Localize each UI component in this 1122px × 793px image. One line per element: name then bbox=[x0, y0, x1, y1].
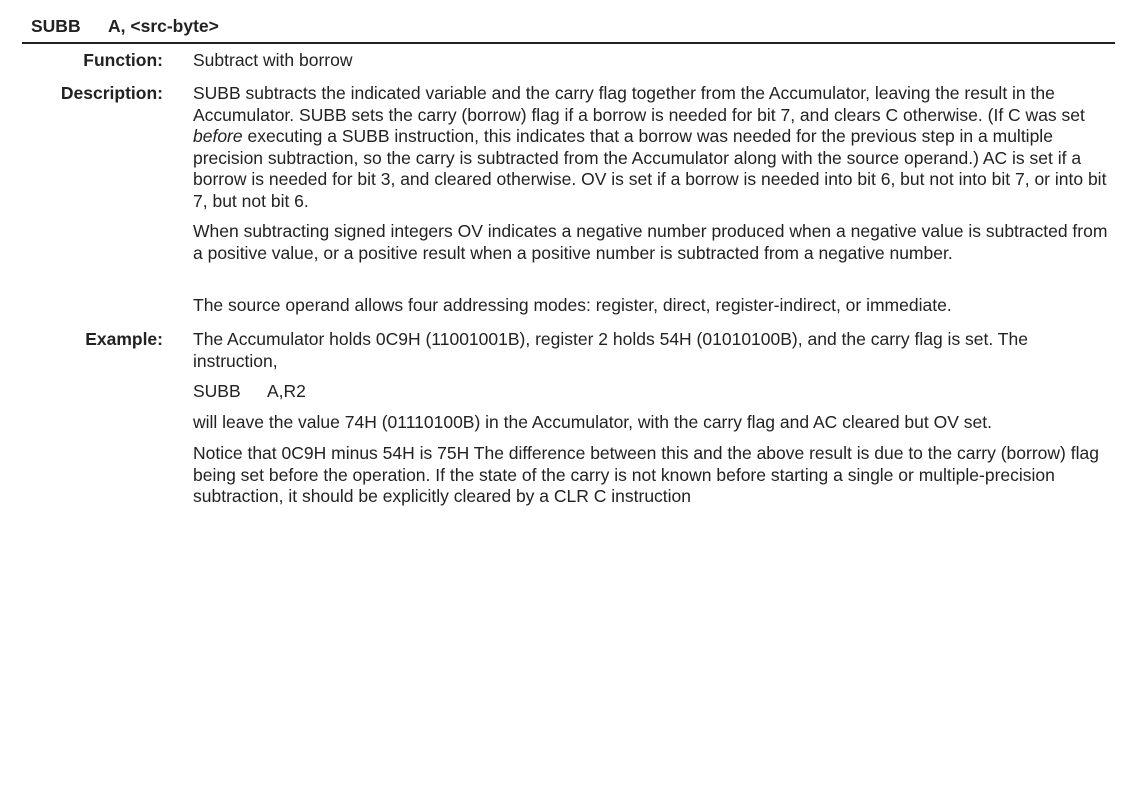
description-p1-emphasis: before bbox=[193, 126, 243, 147]
description-p1-before: SUBB subtracts the indicated variable and the carry flag together from the Accumulator, leaving the result in the Accumulator. SUBB sets the carry (borrow) flag if a borrow is needed for bit 7, and clears C otherwise. (If C was set bbox=[193, 83, 1085, 125]
description-label: Description: bbox=[60, 83, 163, 103]
instruction-operands: A, <src-byte> bbox=[108, 16, 219, 36]
description-p1-after: executing a SUBB instruction, this indicates that a borrow was needed for the previous step in a multiple precision subtraction, so the carry is subtracted from the Accumulator along with the source operand.) AC is set if a borrow is needed for bit 3, and cleared otherwise. OV is set if a borrow is needed into bit 6, but not into bit 7, or into bit 7, but not bit 6. bbox=[193, 126, 1107, 211]
example-label: Example: bbox=[85, 329, 163, 349]
function-label: Function: bbox=[83, 50, 163, 70]
example-code-operands: A,R2 bbox=[267, 381, 306, 401]
instruction-mnemonic: SUBB bbox=[31, 16, 81, 36]
description-paragraph-1 bbox=[193, 83, 1113, 213]
example-paragraph-1: The Accumulator holds 0C9H (11001001B), register 2 holds 54H (01010100B), and the carry flag is set. The instruction, bbox=[193, 329, 1028, 371]
instruction-header bbox=[22, 14, 1115, 44]
example-paragraph-3: Notice that 0C9H minus 54H is 75H The difference between this and the above result is due to the carry (borrow) flag being set before the operation. If the state of the carry is not known before starting a single or multiple-precision subtraction, it should be explicitly cleared by a CLR C instruction bbox=[193, 443, 1099, 507]
function-text: Subtract with borrow bbox=[193, 50, 353, 70]
description-paragraph-2: When subtracting signed integers OV indicates a negative number produced when a negative value is subtracted from a positive value, or a positive result when a positive number is subtracted from a negative number. bbox=[193, 221, 1108, 263]
example-code-line bbox=[193, 381, 1113, 403]
example-paragraph-2: will leave the value 74H (01110100B) in the Accumulator, with the carry flag and AC cleared but OV set. bbox=[193, 412, 992, 432]
example-code-mnemonic: SUBB bbox=[193, 381, 241, 401]
description-paragraph-3: The source operand allows four addressing modes: register, direct, register-indirect, or immediate. bbox=[193, 295, 952, 315]
